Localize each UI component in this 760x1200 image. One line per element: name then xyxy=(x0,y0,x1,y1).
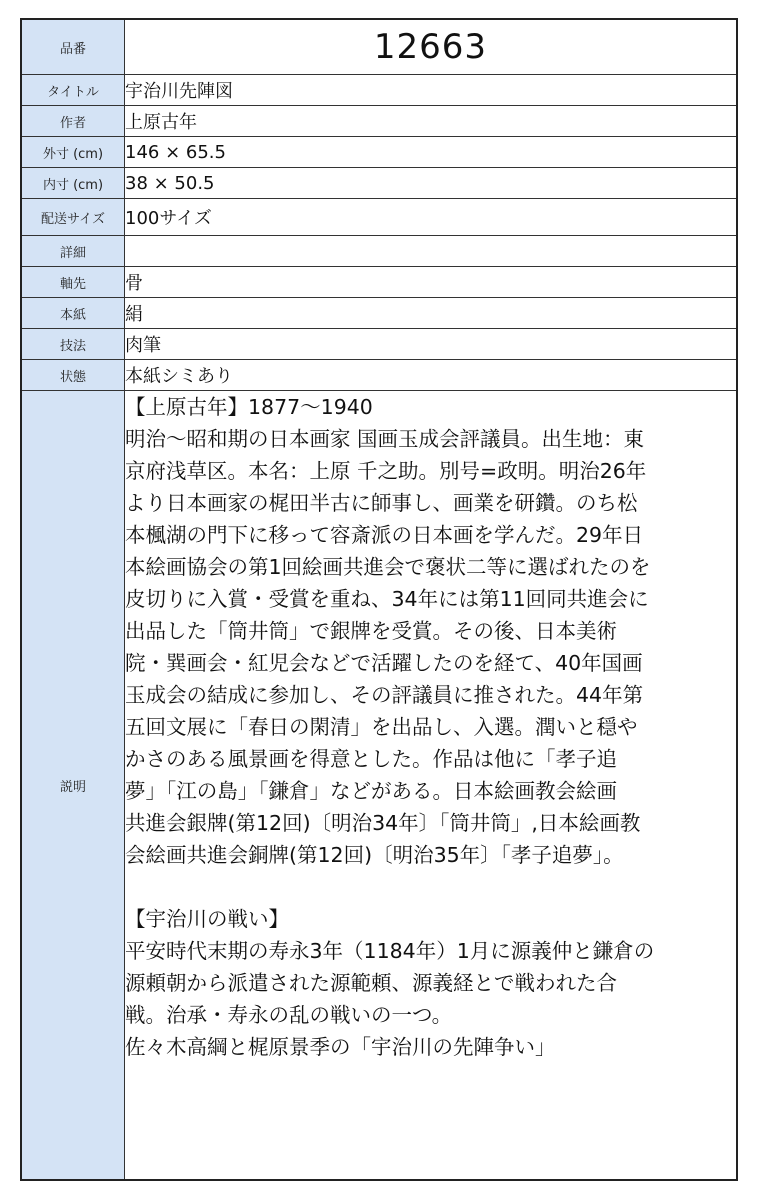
description-line: 玉成会の結成に参加し、その評議員に推された。44年第 xyxy=(125,683,644,707)
row-author xyxy=(21,106,737,137)
description-line: 共進会銀牌(第12回)〔明治34年〕「筒井筒」,日本絵画教 xyxy=(125,811,641,835)
row-title xyxy=(21,75,737,106)
row-technique xyxy=(21,329,737,360)
shipping-size-label: 配送サイズ xyxy=(21,199,125,236)
description-line: より日本画家の梶田半古に師事し、画業を研鑽。のち松 xyxy=(125,491,638,515)
description-line: 本絵画協会の第1回絵画共進会で褒状二等に選ばれたのを xyxy=(125,555,651,579)
condition-label: 状態 xyxy=(21,360,125,391)
description-line: 【上原古年】1877～1940 xyxy=(125,395,373,419)
technique-value: 肉筆 xyxy=(125,329,738,360)
description-line: 源頼朝から派遣された源範頼、源義経とで戦われた合 xyxy=(125,971,617,995)
author-label: 作者 xyxy=(21,106,125,137)
outer-size-label: 外寸 (cm) xyxy=(21,137,125,168)
description-line: 明治～昭和期の日本画家 国画玉成会評議員。出生地：東 xyxy=(125,427,645,451)
base-material-value: 絹 xyxy=(125,298,738,329)
item-number-value: 12663 xyxy=(125,19,738,75)
description-line: 会絵画共進会銅牌(第12回)〔明治35年〕「孝子追夢」。 xyxy=(125,843,624,867)
row-base-material xyxy=(21,298,737,329)
paragraph-gap xyxy=(125,871,736,903)
title-label: タイトル xyxy=(21,75,125,106)
title-value: 宇治川先陣図 xyxy=(125,75,738,106)
roller-ends-label: 軸先 xyxy=(21,267,125,298)
description-line: 出品した「筒井筒」で銀牌を受賞。その後、日本美術 xyxy=(125,619,617,643)
description-line: 【宇治川の戦い】 xyxy=(125,907,289,931)
description-line: 五回文展に「春日の閑清」を出品し、入選。潤いと穏や xyxy=(125,715,638,739)
row-outer-size xyxy=(21,137,737,168)
outer-size-value: 146 × 65.5 xyxy=(125,137,738,168)
row-details xyxy=(21,236,737,267)
author-value: 上原古年 xyxy=(125,106,738,137)
details-label: 詳細 xyxy=(21,236,125,267)
description-line: 京府浅草区。本名：上原 千之助。別号=政明。明治26年 xyxy=(125,459,647,483)
description-line: 夢」「江の島」「鎌倉」などがある。日本絵画教会絵画 xyxy=(125,779,617,803)
base-material-label: 本紙 xyxy=(21,298,125,329)
product-spec-table xyxy=(20,18,738,1181)
description-line: 戦。治承・寿永の乱の戦いの一つ。 xyxy=(125,1003,453,1027)
technique-label: 技法 xyxy=(21,329,125,360)
row-item-number xyxy=(21,19,737,75)
row-condition xyxy=(21,360,737,391)
description-body xyxy=(125,391,738,1181)
inner-size-value: 38 × 50.5 xyxy=(125,168,738,199)
row-inner-size xyxy=(21,168,737,199)
details-value xyxy=(125,236,738,267)
condition-value: 本紙シミあり xyxy=(125,360,738,391)
roller-ends-value: 骨 xyxy=(125,267,738,298)
description-line: 院・巽画会・紅児会などで活躍したのを経て、40年国画 xyxy=(125,651,643,675)
inner-size-label: 内寸 (cm) xyxy=(21,168,125,199)
row-shipping-size xyxy=(21,199,737,236)
description-line: 本楓湖の門下に移って容斎派の日本画を学んだ。29年日 xyxy=(125,523,644,547)
item-number-label: 品番 xyxy=(21,19,125,75)
description-line: かさのある風景画を得意とした。作品は他に「孝子追 xyxy=(125,747,617,771)
shipping-size-value: 100サイズ xyxy=(125,199,738,236)
row-roller-ends xyxy=(21,267,737,298)
description-line: 皮切りに入賞・受賞を重ね、34年には第11回同共進会に xyxy=(125,587,649,611)
row-description xyxy=(21,391,737,1181)
description-line: 平安時代末期の寿永3年（1184年）1月に源義仲と鎌倉の xyxy=(125,939,655,963)
description-line: 佐々木高綱と梶原景季の「宇治川の先陣争い」 xyxy=(125,1035,556,1059)
description-label: 説明 xyxy=(21,391,125,1181)
